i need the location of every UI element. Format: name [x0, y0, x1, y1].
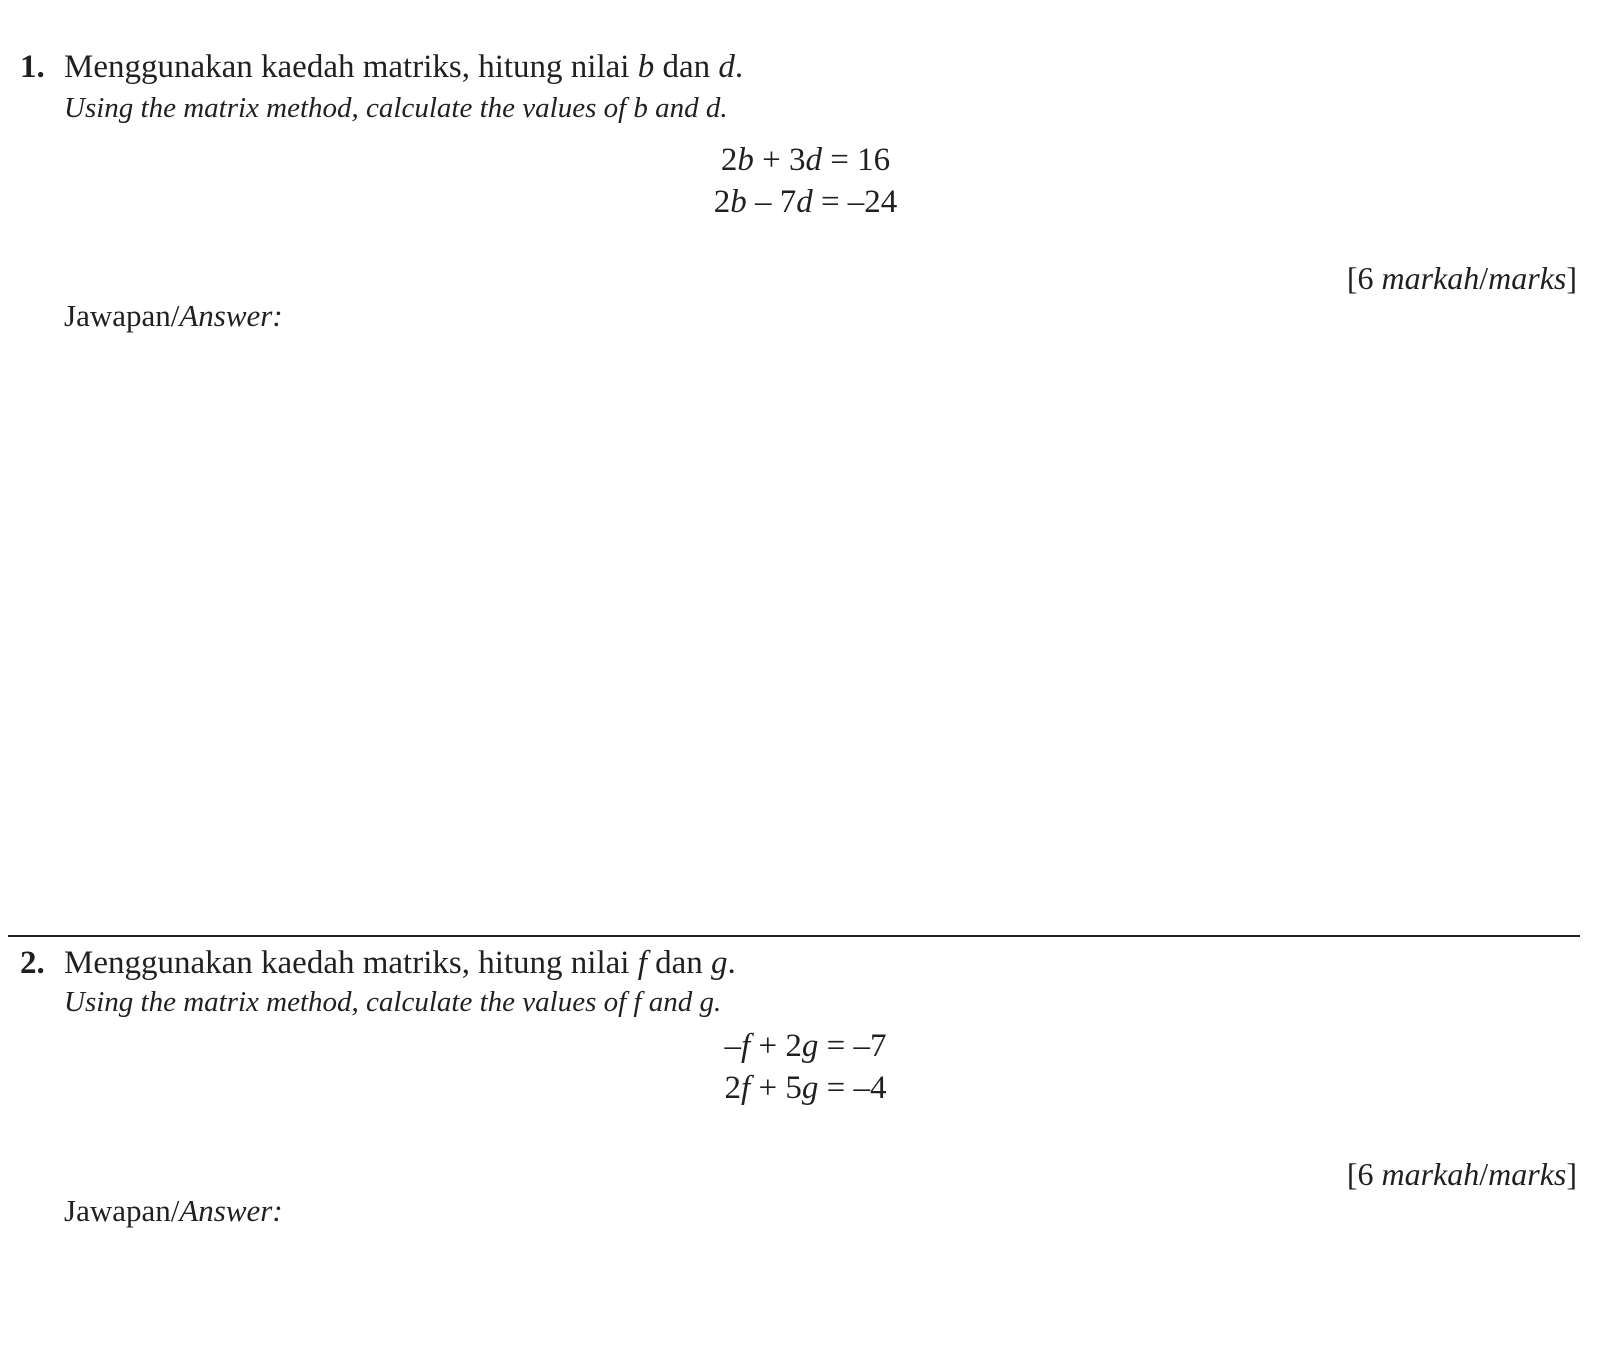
marks-label: [6 markah/marks]	[1346, 1156, 1577, 1192]
question-divider	[8, 935, 1580, 937]
equation-system	[0, 1025, 1611, 1109]
question-text-english: Using the matrix method, calculate the values of f and g.	[64, 986, 722, 1018]
question-number: 1.	[20, 49, 45, 85]
equation: –f + 2g = –7	[724, 1028, 887, 1064]
equation: 2f + 5g = –4	[724, 1070, 887, 1106]
answer-area[interactable]	[64, 1240, 1577, 1360]
marks-label: [6 markah/marks]	[1346, 260, 1577, 296]
answer-area[interactable]	[64, 345, 1577, 905]
equation-system	[0, 139, 1611, 223]
question-text-malay: Menggunakan kaedah matriks, hitung nilai b dan d.	[64, 49, 744, 85]
equation: 2b + 3d = 16	[720, 142, 891, 178]
question-text-english: Using the matrix method, calculate the values of b and d.	[64, 92, 728, 124]
equation: 2b – 7d = –24	[713, 184, 898, 220]
answer-label: Jawapan/Answer:	[64, 1193, 283, 1228]
answer-label: Jawapan/Answer:	[64, 298, 283, 333]
question-text-malay: Menggunakan kaedah matriks, hitung nilai f dan g.	[64, 945, 736, 981]
question-number: 2.	[20, 945, 45, 981]
